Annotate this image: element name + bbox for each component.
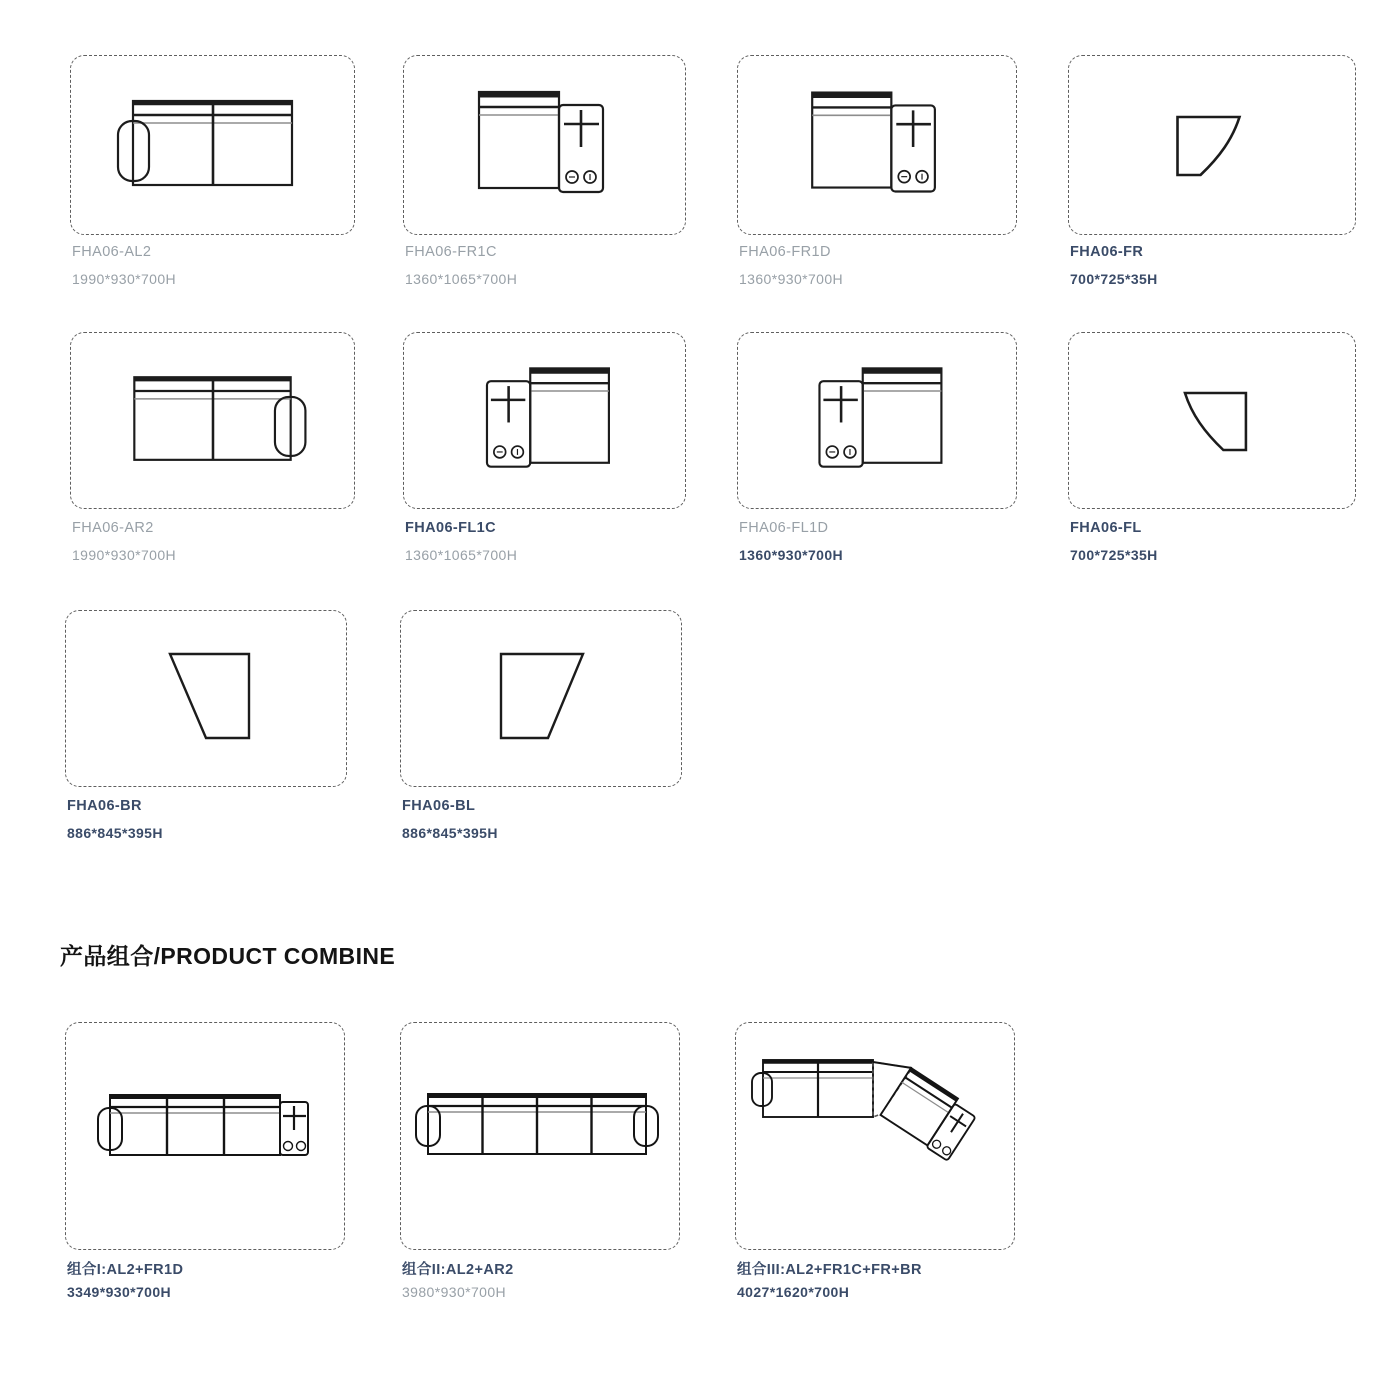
product-cell: [403, 332, 686, 563]
combination-cell: [65, 1022, 345, 1300]
combination-dims: 4027*1620*700H: [737, 1284, 850, 1300]
product-dims: 1990*930*700H: [72, 271, 177, 287]
combination-code: 组合I:AL2+FR1D: [67, 1262, 184, 1278]
product-code: FHA06-FR1D: [739, 244, 831, 260]
back-wedge-left-slant-drawing: [65, 610, 347, 787]
product-dims: 886*845*395H: [67, 825, 163, 841]
recliner-seat-left-control-drawing: [737, 332, 1017, 509]
combination-cell: [400, 1022, 680, 1300]
product-cell: [1068, 55, 1356, 287]
product-dims: 700*725*35H: [1070, 271, 1158, 287]
product-code: FHA06-FR: [1070, 244, 1144, 260]
product-dims: 1360*1065*700H: [405, 271, 518, 287]
combination-code: 组合III:AL2+FR1C+FR+BR: [737, 1262, 922, 1278]
combo-4seat-both-arms-drawing: [400, 1022, 680, 1250]
product-code: FHA06-AL2: [72, 244, 152, 260]
section-header: 产品组合/PRODUCT COMBINE: [60, 943, 396, 969]
product-code: FHA06-BL: [402, 798, 476, 814]
product-cell: [1068, 332, 1356, 563]
product-cell: [737, 332, 1017, 563]
sofa-2seat-right-arm-drawing: [70, 332, 355, 509]
corner-wedge-right-slant-drawing: [1068, 55, 1356, 235]
product-code: FHA06-FL: [1070, 520, 1142, 536]
product-cell: [70, 332, 355, 563]
product-dims: 1990*930*700H: [72, 547, 177, 563]
product-cell: [403, 55, 686, 287]
product-cell: [400, 610, 682, 841]
product-dims: 1360*930*700H: [739, 547, 844, 563]
product-code: FHA06-BR: [67, 798, 142, 814]
product-code: FHA06-AR2: [72, 520, 154, 536]
combination-code: 组合II:AL2+AR2: [402, 1262, 514, 1278]
product-cell: [70, 55, 355, 287]
product-dims: 886*845*395H: [402, 825, 498, 841]
back-wedge-right-slant-drawing: [400, 610, 682, 787]
combo-3seat-left-arm-recliner-drawing: [65, 1022, 345, 1250]
product-dims: 700*725*35H: [1070, 547, 1158, 563]
recliner-seat-right-control-drawing: [403, 55, 686, 235]
sofa-2seat-left-arm-drawing: [70, 55, 355, 235]
corner-wedge-left-slant-drawing: [1068, 332, 1356, 509]
recliner-seat-left-control-drawing: [403, 332, 686, 509]
product-cell: [737, 55, 1017, 287]
combo-2seat-corner-angled-recliner-drawing: [735, 1022, 1015, 1250]
product-dims: 1360*1065*700H: [405, 547, 518, 563]
product-dims: 1360*930*700H: [739, 271, 844, 287]
product-cell: [65, 610, 347, 841]
combination-dims: 3349*930*700H: [67, 1284, 172, 1300]
product-code: FHA06-FR1C: [405, 244, 497, 260]
recliner-seat-right-control-drawing: [737, 55, 1017, 235]
combination-cell: [735, 1022, 1015, 1300]
combination-dims: 3980*930*700H: [402, 1284, 507, 1300]
product-code: FHA06-FL1C: [405, 520, 497, 536]
product-code: FHA06-FL1D: [739, 520, 829, 536]
